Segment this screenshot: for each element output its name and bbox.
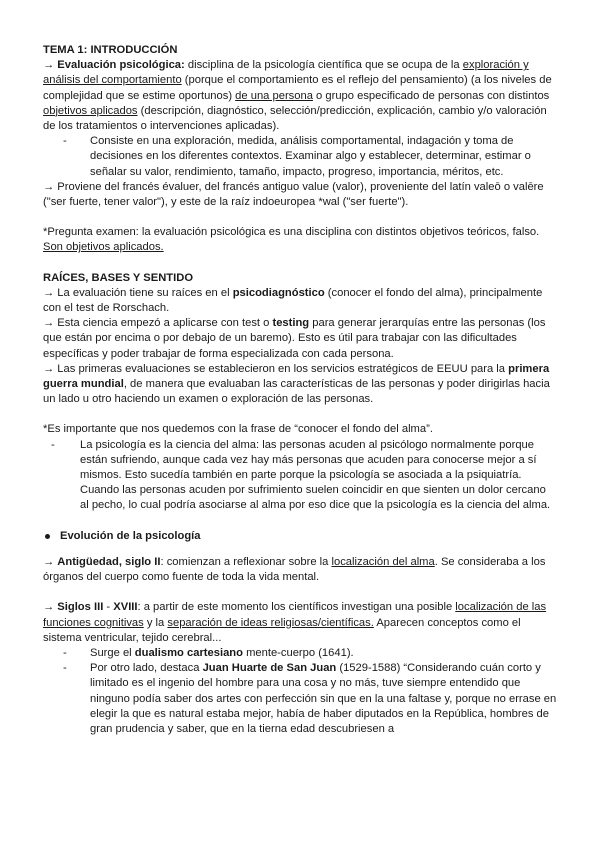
exam-note: *Pregunta examen: la evaluación psicológica es una disciplina con distintos objetivos teóricos, falso. Son objetivos aplicados. <box>43 226 540 254</box>
bullet-heading: Evolución de la psicología <box>43 529 557 544</box>
centuries-paragraph: → Siglos III - XVIII: a partir de este momento los científicos investigan una posible localización de las funciones cognitivas y la separación de ideas religiosas/científicas. Aparecen conceptos como el sistema ventricular, tejido cerebral... <box>43 601 547 644</box>
definition-paragraph: → Evaluación psicológica: disciplina de la psicología científica que se ocupa de la exploración y análisis del comportamiento (porque el comportamiento es el reflejo del pensamiento) (a los niveles de complejidad que se estime oportunos) de una persona o grupo especificado de personas con distintos objetivos aplicados (descripción, diagnóstico, selección/predicción, explicación, cambio y/o valoración de los tratamientos o intervenciones aplicadas). <box>43 59 552 133</box>
list-item: - Surge el dualismo cartesiano mente-cuerpo (1641). <box>63 646 354 659</box>
section-heading: RAÍCES, BASES Y SENTIDO <box>43 271 194 284</box>
list-item: - Consiste en una exploración, medida, análisis comportamental, indagación y toma de decisiones en los diferentes contextos. Examinar algo y establecer, determinar, estimar o señalar su valor, rendimiento, tamaño, impacto, progreso, importancia, méritos, etc. <box>63 135 531 178</box>
centuries-list <box>43 646 557 737</box>
list-item: - La psicología es la ciencia del alma: las personas acuden al psicólogo normalmente porque están sufriendo, aunque cada vez hay más personas que acuden para conocerse mejor a sí mismos. Esto sucedía también en parte porque la psicología se asociada a la psiquiatría. Cuando las personas acuden por sufrimiento suelen coincidir en que sienten un dolor cercano al pecho, lo cual podría asociarse al alma por eso dice que la psicología es la ciencia del alma. <box>51 438 551 512</box>
note-list <box>43 438 557 514</box>
important-note: *Es importante que nos quedemos con la frase de “conocer el fondo del alma”. <box>43 423 433 436</box>
term-evaluacion: Evaluación psicológica: <box>57 59 185 72</box>
definition-list <box>43 134 557 180</box>
page-title: TEMA 1: INTRODUCCIÓN <box>43 44 178 56</box>
etymology-paragraph: → Proviene del francés évaluer, del francés antiguo value (valor), proveniente del latín valeō o valēre ("ser fuerte, tener valor"), y este de la raíz indoeuropea *wal ("ser fuerte"). <box>43 180 544 209</box>
list-item: - Por otro lado, destaca Juan Huarte de San Juan (1529-1588) “Considerando cuán corto y limitado es el ingenio del hombre para una cosa y no más, tuve siempre entendido que ninguno podía saber dos artes con perfección sin que en la una faltase y, porque no errase en elegir la que es natural estaba mejor, había de haber diputados en la República, hombres de gran prudencia y saber, que en la tierna edad descubriesen a <box>63 662 557 735</box>
arrow: → <box>43 59 55 72</box>
document-page <box>43 43 557 737</box>
roots-paragraph-3: → Las primeras evaluaciones se establecieron en los servicios estratégicos de EEUU para la primera guerra mundial, de manera que evaluaban las características de las personas y poder dirigirlas hacia un lado u otro haciendo un examen o exploración de las personas. <box>43 362 550 406</box>
roots-paragraph-2: → Esta ciencia empezó a aplicarse con test o testing para generar jerarquías entre las personas (los que están por encima o por debajo de un baremo). Esto es útil para trabajar con las dificultades específicas y poder trabajar de forma especializada con cada persona. <box>43 317 546 360</box>
antiquity-paragraph: → Antigüedad, siglo II: comienzan a reflexionar sobre la localización del alma. Se consideraba a los órganos del cuerpo como fuente de toda la vida mental. <box>43 555 546 584</box>
bullet-dot-icon <box>45 534 50 539</box>
roots-paragraph-1: → La evaluación tiene su raíces en el psicodiagnóstico (conocer el fondo del alma), principalmente con el test de Rorschach. <box>43 286 543 315</box>
